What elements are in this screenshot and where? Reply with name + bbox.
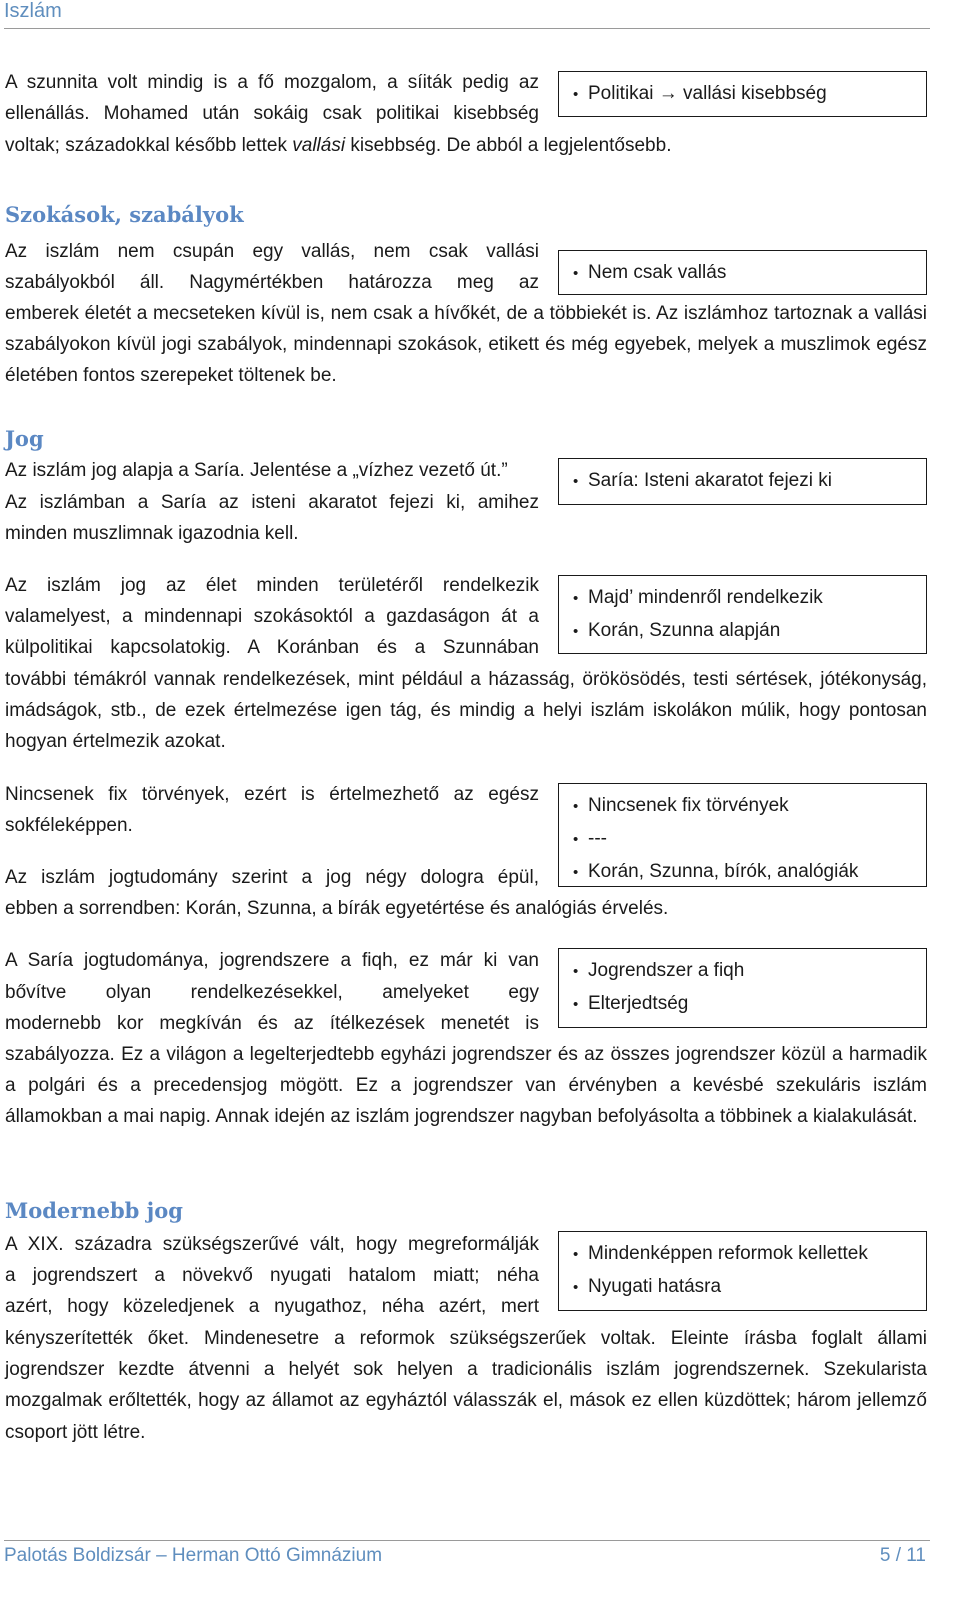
page-number: 5 / 11 bbox=[879, 1545, 926, 1566]
jog-p4-line-2: ebben a sorrendben: Korán, Szunna, a bírák egyetértése és analógiás érvelés. bbox=[5, 898, 669, 919]
footer-author: Palotás Boldizsár – Herman Ottó Gimnázium bbox=[4, 1545, 383, 1566]
jog-p1-line-1: Az iszlám jog alapja a Saría. Jelentése a „vízhez vezető út.” bbox=[5, 460, 508, 481]
jog-p4-line-1: Az iszlám jogtudomány szerint a jog négy dologra épül, bbox=[5, 867, 539, 888]
note-item: • Nincsenek fix törvények bbox=[573, 790, 916, 823]
szokasok-paragraph: emberek életét a mecseteken kívül is, nem csak a hívőkét, de a többiekét is. Az iszlámhoz tartoznak a vallási szabályokon kívül jogi szabályok, mindennapi szokások, etikett és még egyebek, melyek a muszlimok egész életében fontos szerepeket töltenek be. bbox=[5, 303, 927, 387]
margin-note-rendelkezik bbox=[558, 575, 927, 654]
note-item: • Nem csak vallás bbox=[573, 257, 916, 290]
section-heading-szokasok: Szokások, szabályok bbox=[5, 202, 244, 227]
jog-p2-line-1: Az iszlám jog az élet minden területéről rendelkezik bbox=[5, 575, 539, 596]
jog-p3-line-1: Nincsenek fix törvények, ezért is értelmezhető az egész bbox=[5, 784, 539, 805]
intro-line-2: ellenállás. Mohamed után sokáig csak politikai kisebbség bbox=[5, 103, 539, 124]
margin-note-fix-torvenyek bbox=[558, 783, 927, 887]
modernebb-line-2: a jogrendszert a növekvő nyugati hatalom miatt; néha bbox=[5, 1265, 539, 1286]
footer-divider bbox=[4, 1540, 930, 1541]
note-item: • Elterjedtség bbox=[573, 988, 916, 1021]
jog-p1-line-3: minden muszlimnak igazodnia kell. bbox=[5, 523, 299, 544]
page-header-title: Iszlám bbox=[4, 0, 62, 22]
margin-note-nem-csak-vallas bbox=[558, 250, 927, 295]
note-item: • --- bbox=[573, 823, 916, 856]
jog-p2-line-3: külpolitikai kapcsolatokig. A Koránban és a Szunnában bbox=[5, 637, 539, 658]
margin-note-fiqh bbox=[558, 948, 927, 1028]
szokasok-line-1: Az iszlám nem csupán egy vallás, nem csak vallási bbox=[5, 241, 539, 262]
margin-note-politikai bbox=[558, 71, 927, 117]
note-item: • Korán, Szunna alapján bbox=[573, 615, 916, 648]
jog-p5-line-1: A Saría jogtudománya, jogrendszere a fiqh, ez már ki van bbox=[5, 950, 539, 971]
margin-note-saria bbox=[558, 458, 927, 505]
note-item: • Saría: Isteni akaratot fejezi ki bbox=[573, 465, 916, 498]
note-item: • Politikai → vallási kisebbség bbox=[573, 78, 916, 111]
modernebb-line-3: azért, hogy közeledjenek a nyugathoz, néha azért, mert bbox=[5, 1296, 539, 1317]
note-item: • Korán, Szunna, bírók, analógiák bbox=[573, 856, 916, 887]
note-item: • Mindenképpen reformok kellettek bbox=[573, 1238, 916, 1271]
note-item: • Majd’ mindenről rendelkezik bbox=[573, 582, 916, 615]
jog-p5-paragraph: szabályozza. Ez a világon a legelterjedtebb egyházi jogrendszer és az összes jogrendszer közül a harmadik a polgári és a precedensjog mögött. Ez a jogrendszer van érvényben a kevésbé szekuláris iszlám államokban a mai napig. Annak idején az iszlám jogrendszer nagyban befolyásolta a többinek a kialakulását. bbox=[5, 1044, 927, 1128]
intro-line-3: voltak; századokkal később lettek vallási kisebbség. De abból a legjelentősebb. bbox=[5, 135, 672, 156]
jog-p1-line-2: Az iszlámban a Saría az isteni akaratot fejezi ki, amihez bbox=[5, 492, 539, 513]
note-item: • Jogrendszer a fiqh bbox=[573, 955, 916, 988]
modernebb-paragraph: kényszerítették őket. Mindenesetre a reformok szükségszerűek voltak. Eleinte írásba foglalt állami jogrendszer kezdte átvenni a helyét sok helyen a tradicionális iszlám jogrendszernek. Szekularista mozgalmak erőltették, hogy az államot az egyháztól válasszák el, mások ez ellen küzdöttek; három jellemző csoport jött létre. bbox=[5, 1328, 927, 1443]
jog-p2-line-2: valamelyest, a mindennapi szokásoktól a gazdaságon át a bbox=[5, 606, 539, 627]
emphasis-vallasi: vallási bbox=[292, 135, 346, 156]
note-item: • Nyugati hatásra bbox=[573, 1271, 916, 1304]
header-divider bbox=[4, 28, 930, 29]
jog-p3-line-2: sokféleképpen. bbox=[5, 815, 133, 836]
intro-line-1: A szunnita volt mindig is a fő mozgalom, a síiták pedig az bbox=[5, 72, 539, 93]
margin-note-reformok bbox=[558, 1231, 927, 1311]
section-heading-modernebb-jog: Modernebb jog bbox=[5, 1198, 183, 1223]
jog-p5-line-2: bővítve olyan rendelkezésekkel, amelyeket egy bbox=[5, 982, 539, 1003]
modernebb-line-1: A XIX. századra szükségszerűvé vált, hogy megreformálják bbox=[5, 1234, 539, 1255]
jog-p5-line-3: modernebb kor megkíván és az ítélkezések menetét is bbox=[5, 1013, 539, 1034]
jog-p2-paragraph: további témákról vannak rendelkezések, mint például a házasság, örökösödés, testi sértések, jótékonyság, imádságok, stb., de ezek értelmezése igen tág, és mindig a helyi iszlám iskolákon múlik, hogy pontosan hogyan értelmezik azokat. bbox=[5, 669, 927, 753]
section-heading-jog: Jog bbox=[5, 426, 44, 451]
szokasok-line-2: szabályokból áll. Nagymértékben határozza meg az bbox=[5, 272, 539, 293]
arrow-right-icon: → bbox=[658, 83, 678, 104]
